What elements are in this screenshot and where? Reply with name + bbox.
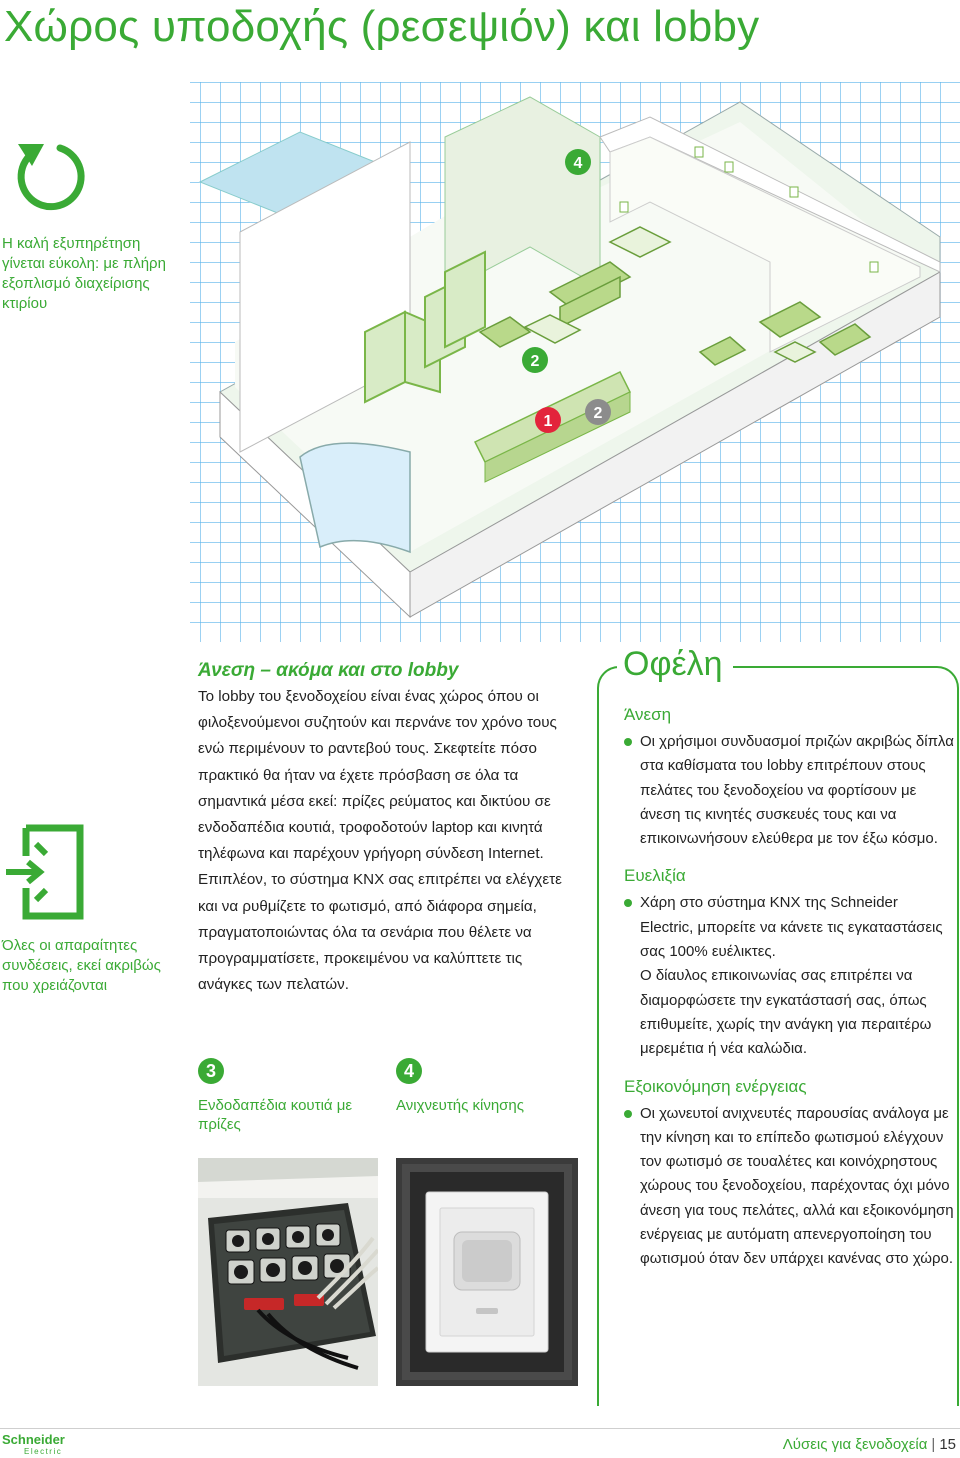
page-number: 15	[939, 1436, 956, 1453]
benefit-text: Οι χωνευτοί ανιχνευτές παρουσίας ανάλογα με την κίνηση και το επίπεδο φωτισμού ελέγχουν τον φωτισμό σε τουαλέτες και κοινόχρηστους χώρους του ξενοδοχείου, παρέχοντας όχι μόνο άνεση για τους πελάτες, αλλά και εξοικονόμηση ενέργειας με αυτόματη απενεργοποίηση του φωτισμού όταν δεν υπάρχει κανένας στο χώρο.	[624, 1102, 954, 1272]
svg-text:2: 2	[530, 353, 540, 370]
article-heading: Άνεση – ακόμα και στο lobby	[198, 660, 459, 681]
feature-caption: Ανιχνευτής κίνησης	[396, 1097, 524, 1114]
side-note-management: Η καλή εξυπηρέτηση γίνεται εύκολη: με πλήρη εξοπλισμό διαχείρισης κτιρίου	[2, 235, 166, 312]
footer-separator: |	[931, 1436, 936, 1453]
benefit-heading: Εξοικονόμηση ενέργειας	[624, 1076, 807, 1096]
benefit-heading: Ευελιξία	[624, 866, 686, 886]
svg-text:4: 4	[573, 155, 583, 172]
feature-number-badge: 4	[396, 1058, 422, 1084]
lobby-isometric-illustration	[180, 62, 960, 642]
footer-section-title: Λύσεις για ξενοδοχεία	[782, 1436, 928, 1453]
connections-door-icon	[2, 822, 92, 922]
svg-text:1: 1	[543, 413, 553, 430]
motion-sensor-photo	[396, 1158, 578, 1386]
marker-2-top	[522, 347, 548, 373]
benefits-title: Οφέλη	[617, 642, 733, 686]
main-article	[198, 660, 573, 998]
marker-1	[535, 407, 561, 433]
benefit-energy-saving	[624, 1076, 954, 1272]
feature-number-badge: 3	[198, 1058, 224, 1084]
benefit-text: Ο δίαυλος επικοινωνίας σας επιτρέπει να διαμορφώσετε την εγκατάστασή σας, όπως επιθυμείτε, χωρίς την ανάγκη για περαιτέρω μερεμέτια ή νέα καλώδια.	[640, 967, 932, 1058]
marker-4	[565, 149, 591, 175]
footer-divider	[0, 1428, 960, 1429]
benefit-text: Χάρη στο σύστημα KNX της Schneider Electric, μπορείτε να κάνετε τις εγκαταστάσεις σας 100% ευέλικτες.	[624, 891, 954, 964]
benefit-flexibility	[624, 865, 954, 1061]
page-title: Χώρος υποδοχής (ρεσεψιόν) και lobby	[4, 2, 760, 51]
feature-caption: Ενδοδαπέδια κουτιά με πρίζες	[198, 1097, 353, 1133]
article-body: Το lobby του ξενοδοχείου είναι ένας χώρος όπου οι φιλοξενούμενοι συζητούν και περνάνε τον χρόνο τους ενώ περιμένουν το ραντεβού τους. Σκεφτείτε πόσο πρακτικό θα ήταν να έχετε πρόσβαση σε όλα τα σημαντικά μέσα εκεί: πρίζες ρεύματος και δικτύου σε ενδοδαπέδια κουτιά, τροφοδοτούν laptop και κινητά τηλέφωνα και παρέχουν γρήγορη σύνδεση Internet. Επιπλέον, το σύστημα KNX σας επιτρέπει να ελέγχετε και να ρυθμίζετε το φωτισμό, από διάφορα σημεία, πραγματοποιώντας όλα τα σενάρια που θέλετε να προγραμματίσετε, προκειμένου να καλύπτετε τις ανάγκες των πελατών.	[198, 688, 562, 994]
footer-page-info	[783, 1436, 956, 1453]
svg-text:2: 2	[593, 405, 603, 422]
marker-2-bottom	[585, 399, 611, 425]
schneider-electric-logo	[2, 1432, 82, 1456]
benefit-comfort	[624, 704, 954, 851]
floor-box-photo	[198, 1158, 378, 1386]
feature-floor-box	[198, 1058, 378, 1134]
feature-motion-detector	[396, 1058, 596, 1115]
svg-text:Schneider: Schneider	[2, 1432, 65, 1447]
benefits-list	[624, 704, 954, 1272]
benefit-heading: Άνεση	[624, 705, 672, 724]
benefit-text: Οι χρήσιμοι συνδυασμοί πριζών ακριβώς δίπλα στα καθίσματα του lobby επιτρέπουν στους πελάτες του ξενοδοχείου να φορτίσουν με άνεση τις κινητές συσκευές τους και να επικοινωνήσουν ελεύθερα με τον έξω κόσμο.	[624, 730, 954, 851]
side-note-connections: Όλες οι απαραίτητες συνδέσεις, εκεί ακριβώς που χρειάζονται	[2, 937, 161, 994]
refresh-cycle-icon	[8, 136, 88, 216]
svg-text:Electric: Electric	[24, 1447, 63, 1456]
